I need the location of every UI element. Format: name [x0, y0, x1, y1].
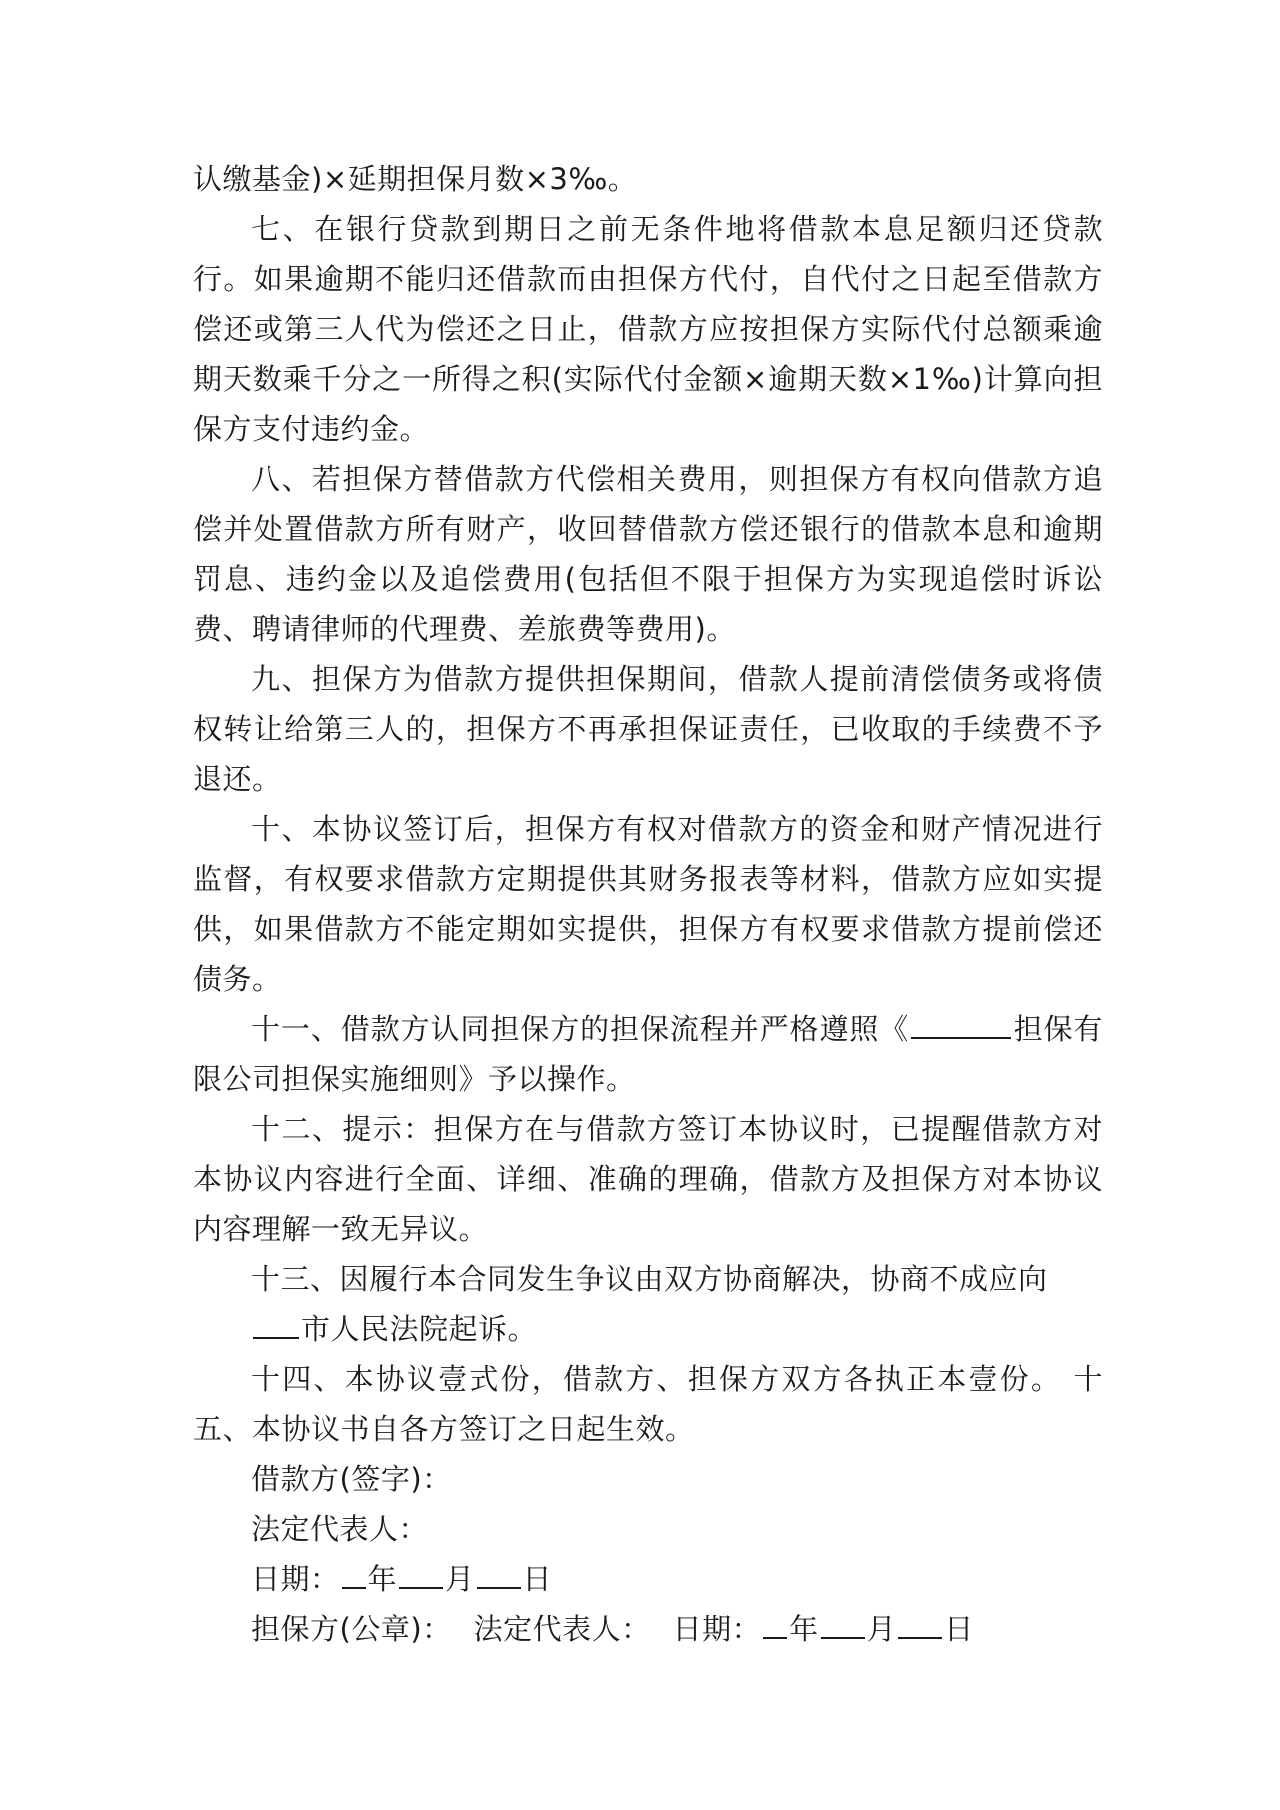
guarantor-rep-label: 法定代表人：	[473, 1612, 651, 1646]
clause-14: 十四、本协议壹式份，借款方、担保方双方各执正本壹份。 十五、本协议书自各方签订之日起生效。	[193, 1362, 1103, 1446]
month-blank[interactable]	[399, 1559, 443, 1589]
clause-9: 九、担保方为借款方提供担保期间，借款人提前清偿债务或将债权转让给第三人的，担保方不再承担保证责任，已收取的手续费不予退还。	[193, 662, 1103, 796]
guarantor-year-label: 年	[789, 1612, 819, 1646]
company-name-blank[interactable]	[911, 1009, 1011, 1039]
clause-12: 十二、提示：担保方在与借款方签订本协议时，已提醒借款方对本协议内容进行全面、详细、准确的理确，借款方及担保方对本协议内容理解一致无异议。	[193, 1112, 1103, 1246]
legal-rep-label: 法定代表人：	[251, 1512, 429, 1546]
borrower-legal-rep-line	[193, 1504, 1103, 1554]
paragraph-continuation: 认缴基金)×延期担保月数×3‰。	[193, 162, 638, 196]
guarantor-year-blank[interactable]	[763, 1609, 787, 1639]
guarantor-signature-line	[193, 1604, 1103, 1654]
borrower-label: 借款方(签字)：	[251, 1462, 452, 1496]
month-label: 月	[445, 1562, 475, 1596]
clause-11	[193, 1004, 1103, 1104]
date-label: 日期：	[251, 1562, 340, 1596]
guarantor-month-label: 月	[866, 1612, 897, 1646]
guarantor-label: 担保方(公章)：	[251, 1612, 452, 1646]
clause-11-text-a: 十一、借款方认同担保方的担保流程并严格遵照《	[251, 1012, 910, 1046]
borrower-signature-line	[193, 1454, 1103, 1504]
guarantor-day-blank[interactable]	[898, 1609, 942, 1639]
clause-13-court	[193, 1304, 1103, 1354]
day-label: 日	[522, 1562, 553, 1596]
guarantor-month-blank[interactable]	[821, 1609, 865, 1639]
guarantor-day-label: 日	[944, 1612, 974, 1646]
clause-13-text-b: 市人民法院起诉。	[301, 1312, 538, 1346]
clause-8: 八、若担保方替借款方代偿相关费用，则担保方有权向借款方追偿并处置借款方所有财产，收回替借款方偿还银行的借款本息和逾期罚息、违约金以及追偿费用(包括但不限于担保方为实现追偿时诉讼费、聘请律师的代理费、差旅费等费用)。	[193, 462, 1103, 646]
clause-10: 十、本协议签订后，担保方有权对借款方的资金和财产情况进行监督，有权要求借款方定期提供其财务报表等材料，借款方应如实提供，如果借款方不能定期如实提供，担保方有权要求借款方提前偿还债务。	[193, 812, 1103, 996]
day-blank[interactable]	[477, 1559, 521, 1589]
clause-13: 十三、因履行本合同发生争议由双方协商解决，协商不成应向	[251, 1262, 1048, 1296]
city-blank[interactable]	[253, 1309, 299, 1339]
borrower-date-line	[193, 1554, 1103, 1604]
document-page	[193, 154, 1103, 1654]
clause-7: 七、在银行贷款到期日之前无条件地将借款本息足额归还贷款行。如果逾期不能归还借款而由担保方代付，自代付之日起至借款方偿还或第三人代为偿还之日止，借款方应按担保方实际代付总额乘逾期天数乘千分之一所得之积(实际代付金额×逾期天数×1‰)计算向担保方支付违约金。	[193, 212, 1103, 446]
guarantor-date-label: 日期：	[672, 1612, 762, 1646]
year-blank[interactable]	[342, 1559, 366, 1589]
year-label: 年	[367, 1562, 398, 1596]
clause-11-text-b: 担保有限公司担保实施细则》予以操作。	[193, 1012, 1103, 1096]
